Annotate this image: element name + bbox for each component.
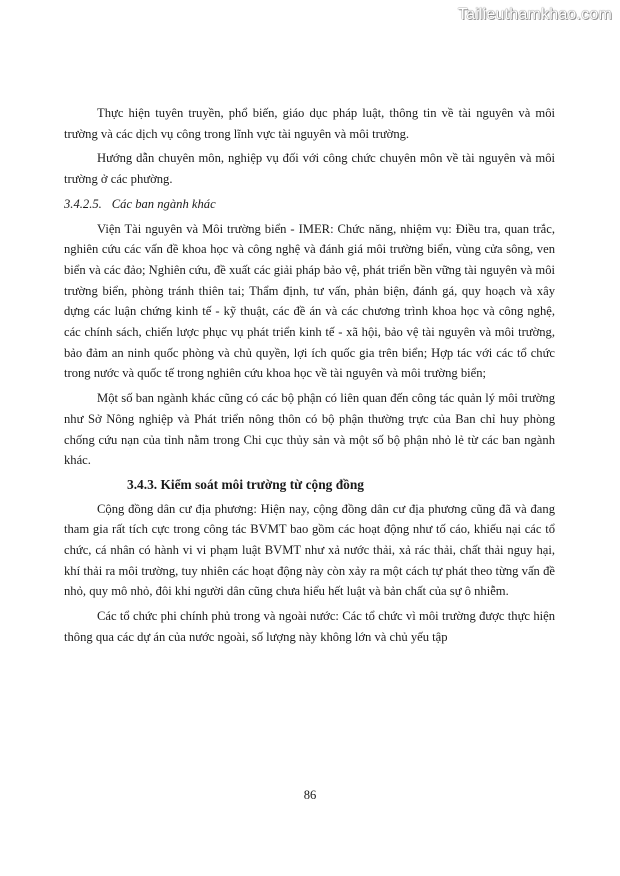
subsection-title: Các ban ngành khác	[111, 196, 216, 211]
watermark-text: Tailieuthamkhao.com	[457, 6, 612, 23]
paragraph-propaganda: Thực hiện tuyên truyền, phổ biến, giáo dục pháp luật, thông tin về tài nguyên và môi trường và các dịch vụ công trong lĩnh vực tài nguyên và môi trường.	[64, 106, 555, 141]
paragraph-community: Cộng đồng dân cư địa phương: Hiện nay, cộng đồng dân cư địa phương cũng đã và đang tham gia rất tích cực trong công tác BVMT bao gồm các hoạt động như tố cáo, khiếu nại các tổ chức, cá nhân có hành vi vi phạm luật BVMT như xả nước thải, xả rác thải, chất thải nguy hại, khí thải ra môi trường, tuy nhiên các hoạt động này còn xảy ra một cách tự phát theo từng vấn đề nhỏ, quy mô nhỏ, đôi khi người dân cũng chưa hiểu hết luật và bản chất của sự ô nhiễm.	[64, 501, 555, 599]
paragraph-guidance: Hướng dẫn chuyên môn, nghiệp vụ đối với công chức chuyên môn về tài nguyên và môi trường ở các phường.	[64, 151, 555, 187]
page-number: 86	[303, 788, 317, 802]
subsection-heading	[64, 194, 555, 215]
paragraph-ngo: Các tổ chức phi chính phủ trong và ngoài nước: Các tổ chức vì môi trường được thực hiện thông qua các dự án của nước ngoài, số lượng này không lớn và chủ yếu tập	[64, 609, 555, 644]
paragraph-imer: Viện Tài nguyên và Môi trường biển - IMER: Chức năng, nhiệm vụ: Điều tra, quan trắc, nghiên cứu các vấn đề khoa học và công nghệ và đánh giá môi trường biển, vùng cửa sông, ven biển và các đảo; Nghiên cứu, đề xuất các giải pháp bảo vệ, phát triển bền vững tài nguyên và môi trường biển, phòng tránh thiên tai; Thẩm định, tư vấn, phản biện, đánh gá, quy hoạch và xây dựng các luận chứng kinh tế - kỹ thuật, các đề án và các chương trình khoa học và công nghệ, các chính sách, chiến lược phục vụ phát triển kinh tế - xã hội, bảo vệ tài nguyên và môi trường, bảo đảm an ninh quốc phòng và chủ quyền, lợi ích quốc gia trên biển; Hợp tác với các tổ chức trong nước và quốc tế trong nghiên cứu khoa học về tài nguyên và môi trường biển;	[64, 221, 555, 381]
paragraph-other-agencies: Một số ban ngành khác cũng có các bộ phận có liên quan đến công tác quản lý môi trường như Sở Nông nghiệp và Phát triển nông thôn có bộ phận thường trực của Ban chỉ huy phòng chống cứu nạn của tỉnh nằm trong Chi cục thủy sản và một số bộ phận nhỏ lẻ từ các ban ngành khác.	[64, 391, 555, 468]
document-page	[64, 103, 555, 652]
subsection-number: 3.4.2.5.	[64, 196, 102, 211]
section-heading: 3.4.3. Kiểm soát môi trường từ cộng đồng	[127, 476, 364, 492]
